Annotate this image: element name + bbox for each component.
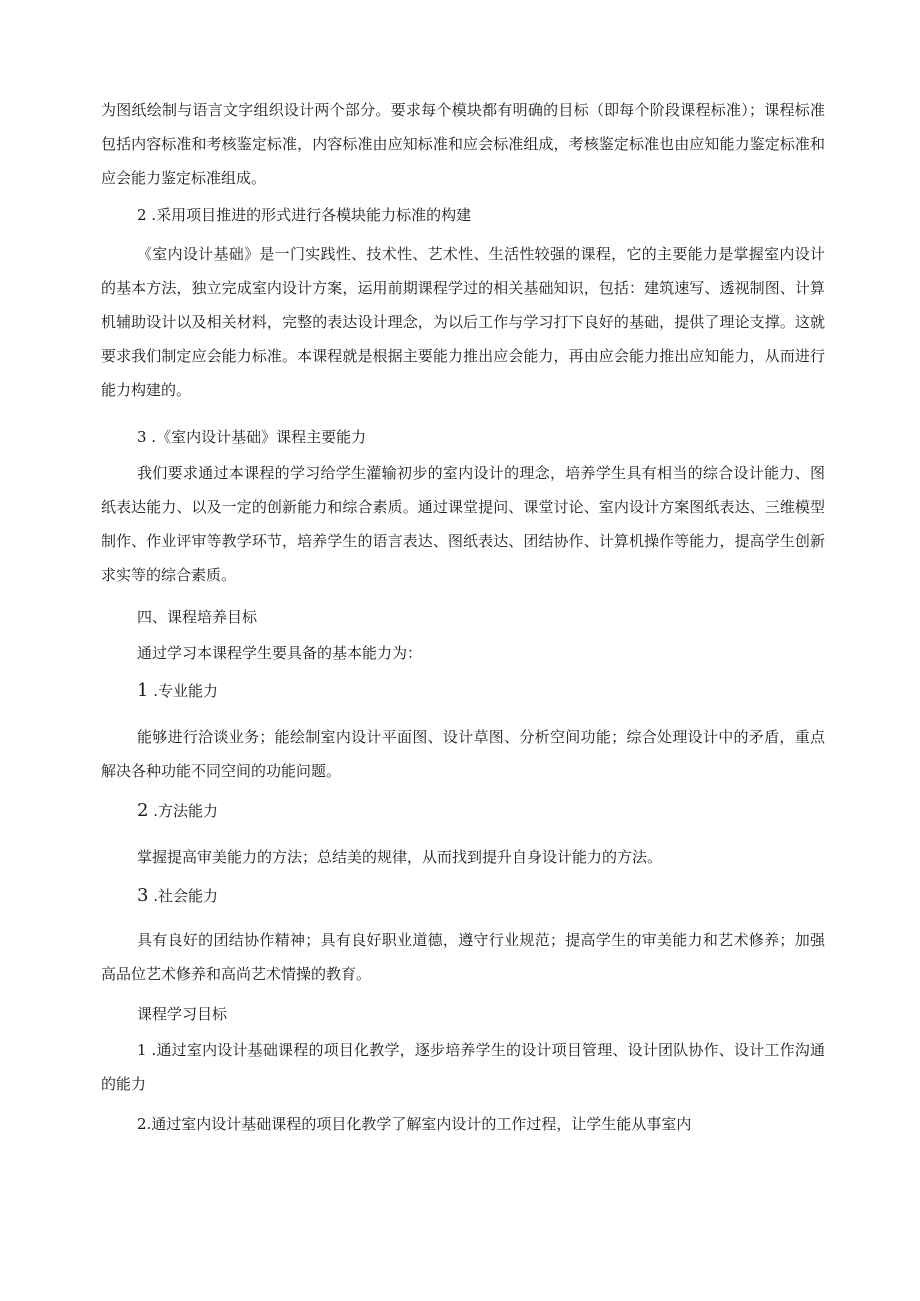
paragraph-course-description: 《室内设计基础》是一门实践性、技术性、艺术性、生活性较强的课程，它的主要能力是掌握室内设计的基本方法，独立完成室内设计方案，运用前期课程学过的相关基础知识，包括：建筑速写、透视制图、计算机辅助设计以及相关材料，完整的表达设计理念，为以后工作与学习打下良好的基础，提供了理论支撑。这就要求我们制定应会能力标准。本课程就是根据主要能力推出应会能力，再由应会能力推出应知能力，从而进行能力构建的。: [101, 245, 825, 399]
heading-social-ability: [137, 879, 218, 913]
paragraph-learning-goal-1: 1 .通过室内设计基础课程的项目化教学，逐步培养学生的设计项目管理、设计团队协作、设计工作沟通的能力: [101, 1041, 825, 1093]
paragraph-social-ability: 具有良好的团结协作精神；具有良好职业道德，遵守行业规范；提高学生的审美能力和艺术修养；加强高品位艺术修养和高尚艺术情操的教育。: [101, 931, 825, 983]
paragraph-professional-ability: 能够进行洽谈业务；能绘制室内设计平面图、设计草图、分析空间功能；综合处理设计中的矛盾，重点解决各种功能不同空间的功能问题。: [101, 728, 825, 780]
paragraph-method-ability: 掌握提高审美能力的方法；总结美的规律，从而找到提升自身设计能力的方法。: [137, 848, 663, 866]
heading-number: 1: [137, 680, 149, 701]
heading-training-goals: 四、课程培养目标: [137, 608, 258, 626]
heading-method-ability: [137, 794, 218, 828]
heading-project-approach: 2 .采用项目推进的形式进行各模块能力标准的构建: [137, 206, 472, 224]
paragraph-basic-abilities-intro: 通过学习本课程学生要具备的基本能力为：: [137, 644, 423, 662]
heading-label: .方法能力: [148, 802, 218, 820]
heading-professional-ability: [137, 674, 218, 708]
heading-learning-goals: 课程学习目标: [137, 1005, 228, 1023]
paragraph-module-standards: 为图纸绘制与语言文字组织设计两个部分。要求每个模块都有明确的目标（即每个阶段课程标准）；课程标准包括内容标准和考核鉴定标准，内容标准由应知标准和应会标准组成，考核鉴定标准也由应知能力鉴定标准和应会能力鉴定标准组成。: [101, 101, 825, 187]
paragraph-abilities-detail: 我们要求通过本课程的学习给学生灌输初步的室内设计的理念，培养学生具有相当的综合设计能力、图纸表达能力、以及一定的创新能力和综合素质。通过课堂提问、课堂讨论、室内设计方案图纸表达、三维模型制作、作业评审等教学环节，培养学生的语言表达、图纸表达、团结协作、计算机操作等能力，提高学生创新求实等的综合素质。: [101, 464, 825, 584]
heading-label: .专业能力: [148, 682, 218, 700]
heading-main-abilities: 3 .《室内设计基础》课程主要能力: [137, 428, 367, 446]
heading-label: .社会能力: [148, 887, 218, 905]
heading-number: 2: [137, 800, 149, 821]
paragraph-learning-goal-2: 2.通过室内设计基础课程的项目化教学了解室内设计的工作过程，让学生能从事室内: [137, 1115, 692, 1133]
heading-number: 3: [137, 885, 149, 906]
